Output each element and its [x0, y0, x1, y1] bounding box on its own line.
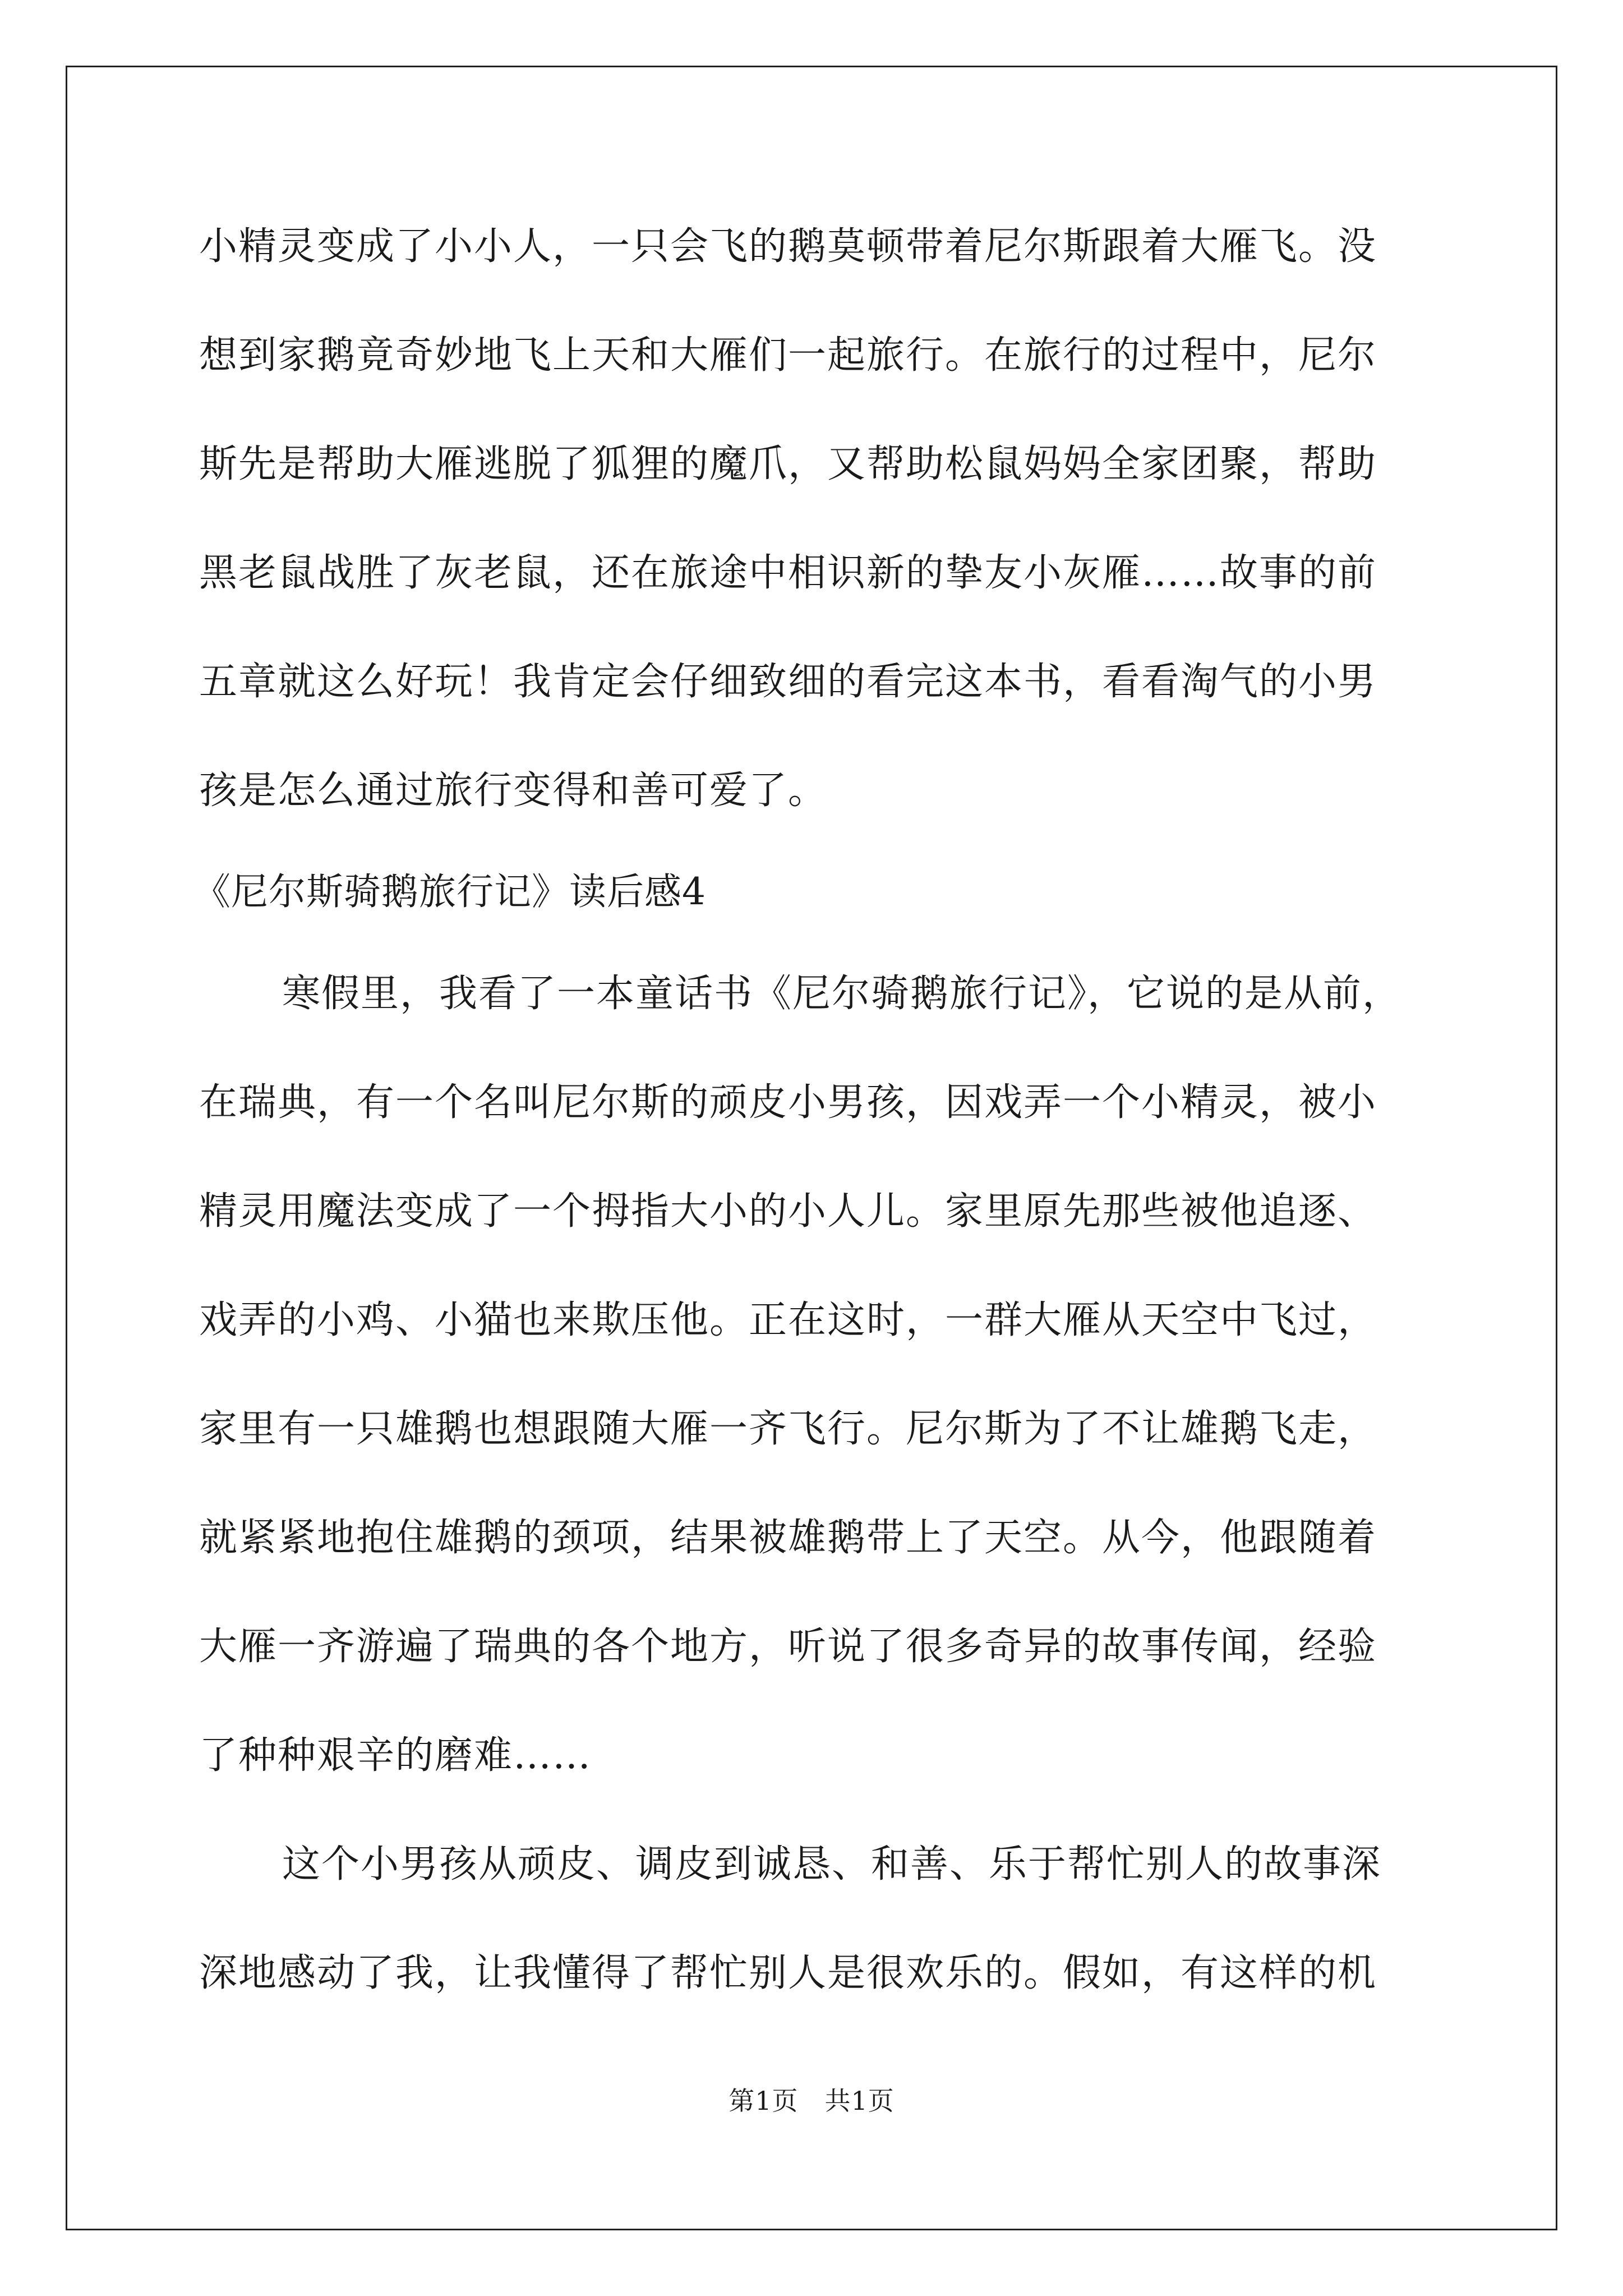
- paragraph-line: 在瑞典，有一个名叫尼尔斯的顽皮小男孩，因戏弄一个小精灵，被小: [199, 1080, 1377, 1125]
- paragraph-line: 就紧紧地抱住雄鹅的颈项，结果被雄鹅带上了天空。从今，他跟随着: [199, 1516, 1377, 1560]
- paragraph-line: 孩是怎么通过旅行变得和善可爱了。: [199, 769, 828, 813]
- paragraph-line: 戏弄的小鸡、小猫也来欺压他。正在这时，一群大雁从天空中飞过，: [199, 1298, 1377, 1342]
- paragraph-line: 深地感动了我，让我懂得了帮忙别人是很欢乐的。假如，有这样的机: [199, 1951, 1377, 1995]
- paragraph-line: 大雁一齐游遍了瑞典的各个地方，听说了很多奇异的故事传闻，经验: [199, 1625, 1377, 1669]
- paragraph-line: 想到家鹅竟奇妙地飞上天和大雁们一起旅行。在旅行的过程中，尼尔: [199, 333, 1377, 378]
- paragraph-line: 精灵用魔法变成了一个拇指大小的小人儿。家里原先那些被他追逐、: [199, 1189, 1377, 1234]
- paragraph-line: 五章就这么好玩！我肯定会仔细致细的看完这本书，看看淘气的小男: [199, 660, 1377, 704]
- page-border: [66, 66, 1557, 2230]
- paragraph-line: 了种种艰辛的磨难……: [199, 1733, 592, 1778]
- section-heading: 《尼尔斯骑鹅旅行记》读后感4: [193, 870, 706, 913]
- page-number-footer: 第1页 共1页: [728, 2086, 895, 2116]
- paragraph-line: 这个小男孩从顽皮、调皮到诚恳、和善、乐于帮忙别人的故事深: [282, 1842, 1382, 1887]
- paragraph-line: 斯先是帮助大雁逃脱了狐狸的魔爪，又帮助松鼠妈妈全家团聚，帮助: [199, 442, 1377, 486]
- paragraph-line: 小精灵变成了小小人，一只会飞的鹅莫顿带着尼尔斯跟着大雁飞。没: [199, 224, 1377, 269]
- paragraph-line: 黑老鼠战胜了灰老鼠，还在旅途中相识新的挚友小灰雁……故事的前: [199, 551, 1377, 595]
- paragraph-line: 家里有一只雄鹅也想跟随大雁一齐飞行。尼尔斯为了不让雄鹅飞走，: [199, 1407, 1377, 1451]
- paragraph-line: 寒假里，我看了一本童话书《尼尔骑鹅旅行记》，它说的是从前，: [282, 972, 1402, 1016]
